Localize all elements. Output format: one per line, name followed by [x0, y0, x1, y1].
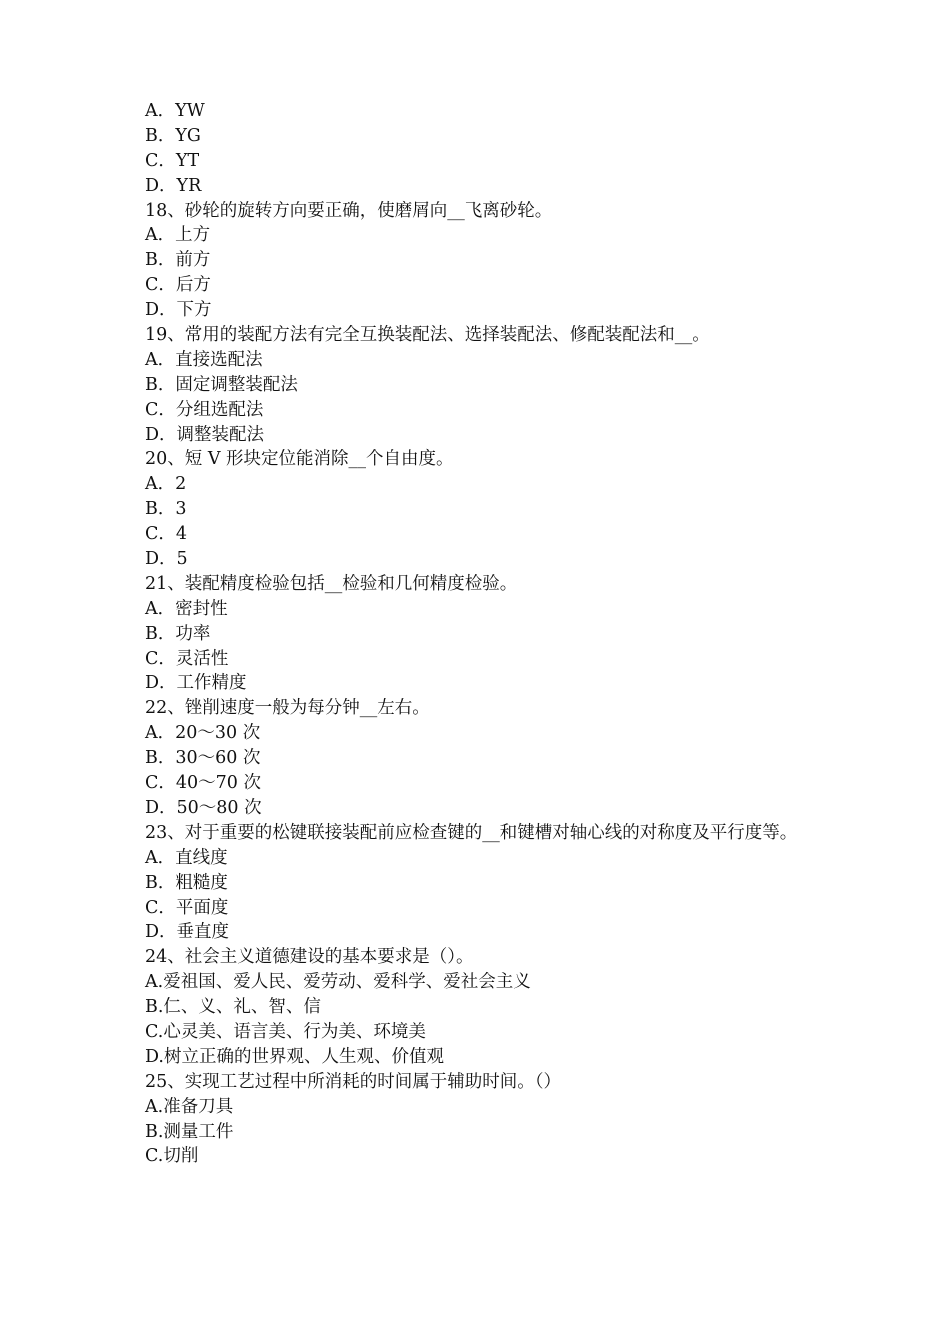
option-d-q21: D．工作精度 — [145, 673, 247, 694]
option-c-q24: C.心灵美、语言美、行为美、环境美 — [145, 1021, 426, 1042]
document-body — [145, 99, 815, 1169]
option-b-q25: B.测量工件 — [145, 1121, 234, 1142]
option-a-q20: A．2 — [145, 474, 187, 495]
question-19: 19、常用的装配方法有完全互换装配法、选择装配法、修配装配法和__。 — [145, 325, 710, 346]
option-b-q19: B．固定调整装配法 — [145, 374, 298, 395]
option-a-q25: A.准备刀具 — [145, 1096, 234, 1117]
option-a-q22: A．20～30 次 — [145, 723, 261, 744]
question-21: 21、装配精度检验包括__检验和几何精度检验。 — [145, 573, 518, 594]
option-d-q22: D．50～80 次 — [145, 797, 262, 818]
option-c-q19: C．分组选配法 — [145, 399, 264, 420]
option-a-q23: A．直线度 — [145, 847, 228, 868]
option-b-q17: B．YG — [145, 125, 201, 146]
option-b-q20: B．3 — [145, 499, 187, 520]
option-b-q18: B．前方 — [145, 250, 211, 271]
option-d-q20: D．5 — [145, 549, 188, 570]
option-d-q19: D．调整装配法 — [145, 424, 265, 445]
question-25: 25、实现工艺过程中所消耗的时间属于辅助时间。（） — [145, 1071, 562, 1092]
option-c-q18: C．后方 — [145, 275, 211, 296]
question-18: 18、砂轮的旋转方向要正确，使磨屑向__飞离砂轮。 — [145, 200, 553, 221]
option-d-q17: D．YR — [145, 175, 202, 196]
option-c-q20: C．4 — [145, 524, 188, 545]
option-c-q25: C.切削 — [145, 1146, 199, 1167]
option-c-q21: C．灵活性 — [145, 648, 229, 669]
option-a-q18: A．上方 — [145, 225, 211, 246]
option-d-q18: D．下方 — [145, 300, 212, 321]
question-20: 20、短 V 形块定位能消除__个自由度。 — [145, 449, 454, 470]
option-b-q22: B．30～60 次 — [145, 748, 261, 769]
option-d-q23: D．垂直度 — [145, 922, 230, 943]
option-a-q19: A．直接选配法 — [145, 349, 263, 370]
option-b-q21: B．功率 — [145, 623, 211, 644]
option-a-q17: A．YW — [145, 101, 205, 121]
question-23: 23、对于重要的松键联接装配前应检查键的__和键槽对轴心线的对称度及平行度等。 — [145, 822, 798, 843]
option-a-q21: A．密封性 — [145, 598, 228, 619]
option-a-q24: A.爱祖国、爱人民、爱劳动、爱科学、爱社会主义 — [145, 972, 531, 993]
option-b-q24: B.仁、义、礼、智、信 — [145, 997, 321, 1018]
option-b-q23: B．粗糙度 — [145, 872, 228, 893]
option-c-q23: C．平面度 — [145, 897, 229, 918]
option-c-q17: C．YT — [145, 150, 200, 171]
option-d-q24: D.树立正确的世界观、人生观、价值观 — [145, 1046, 444, 1067]
question-24: 24、社会主义道德建设的基本要求是（）。 — [145, 947, 474, 968]
question-22: 22、锉削速度一般为每分钟__左右。 — [145, 698, 430, 719]
option-c-q22: C．40～70 次 — [145, 773, 261, 794]
